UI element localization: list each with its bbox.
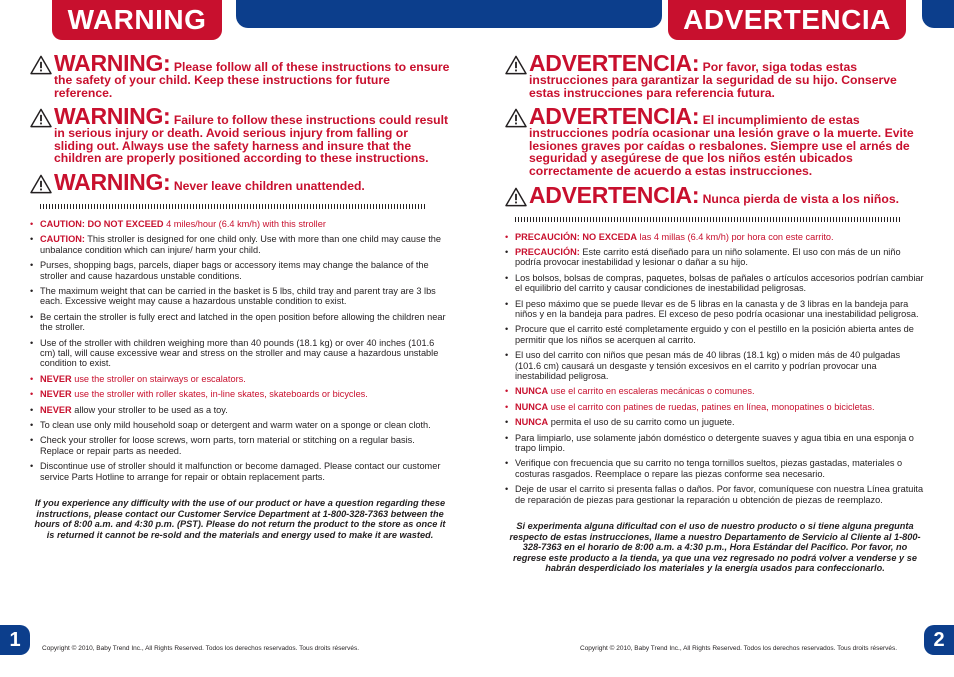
dotted-divider <box>40 204 426 209</box>
list-item: • El peso máximo que se puede llevar es de 5 libras en la canasta y de 3 libras en la bandeja para niños y en la bandeja para padres. El exceso de peso podría ocasionar una inestabilidad peligrosa. <box>505 299 925 320</box>
warning-heading: WARNING: <box>54 168 171 195</box>
list-item: • NEVER use the stroller on stairways or escalators. <box>30 374 450 384</box>
warning-text: Never leave children unattended. <box>173 178 365 193</box>
page-number: 1 <box>0 625 30 655</box>
list-item: • Discontinue use of stroller should it malfunction or become damaged. Please contact our customer service Parts Hotline to arrange for repair or obtain replacement parts. <box>30 461 450 482</box>
list-item: • Be certain the stroller is fully erect and latched in the open position before allowing the children near the stroller. <box>30 312 450 333</box>
header-advertencia-title: ADVERTENCIA <box>683 4 891 35</box>
list-item: • NUNCA use el carrito en escaleras mecánicas o comunes. <box>505 386 925 396</box>
warning-heading: WARNING: <box>54 50 171 76</box>
advertencia-text: Por favor, siga todas estas instrucciones para garantizar la seguridad de su hijo. Conserve estas instrucciones para referencia futura. <box>529 60 897 100</box>
list-item: • CAUTION: DO NOT EXCEED 4 miles/hour (6.4 km/h) with this stroller <box>30 219 450 229</box>
warning-block-1 <box>30 52 450 99</box>
list-item: • NUNCA permita el uso de su carrito como un juguete. <box>505 417 925 427</box>
list-item: • To clean use only mild household soap or detergent and warm water on a sponge or clean cloth. <box>30 420 450 430</box>
list-item: • PRECAUCIÓN: NO EXCEDA las 4 millas (6.4 km/h) por hora con este carrito. <box>505 232 925 242</box>
list-item: • Deje de usar el carrito si presenta fallas o daños. Por favor, comuníquese con nuestra Línea gratuita de reparación de piezas para gestionar la reparación u obtención de piezas de reemplazo. <box>505 484 925 505</box>
list-item: • Use of the stroller with children weighing more than 40 pounds (18.1 kg) or over 40 inches (101.6 cm) tall, will cause excessive wear and stress on the stroller and may cause a hazardous unstable condition to exist. <box>30 338 450 369</box>
advertencia-heading: ADVERTENCIA: <box>529 181 700 208</box>
warning-heading: WARNING: <box>54 103 171 130</box>
list-item: • Check your stroller for loose screws, worn parts, torn material or stitching on a regular basis. Replace or repair parts as needed. <box>30 435 450 456</box>
header-blue-bar-right <box>922 0 954 28</box>
copyright-notice: Copyright © 2010, Baby Trend Inc., All Rights Reserved. Todos los derechos reservados. Tous droits réservés. <box>42 645 360 652</box>
warning-triangle-icon <box>30 108 52 128</box>
warning-triangle-icon <box>505 108 527 128</box>
customer-service-note: If you experience any difficulty with the use of our product or have a question regarding these instructions, please contact our Customer Service Department at 1-800-328-7363 between the hours of 8:00 a.m. and 4:30 p.m. (PST). Please do not return the product to the store as once it is returned it cannot be re-sold and the materials and energy used to make it are wasted. <box>34 498 446 540</box>
list-item: • NEVER use the stroller with roller skates, in-line skates, skateboards or bicycles. <box>30 389 450 399</box>
list-item: • Procure que el carrito esté completamente erguido y con el pestillo en la posición abierta antes de permitir que los niños se acerquen al carrito. <box>505 324 925 345</box>
warning-triangle-icon <box>505 55 527 75</box>
copyright-notice: Copyright © 2010, Baby Trend Inc., All Rights Reserved. Todos los derechos reservados. Tous droits réservés. <box>580 645 898 652</box>
advertencia-block-3 <box>505 181 925 208</box>
header-blue-bar-center <box>236 0 662 28</box>
customer-service-note: Si experimenta alguna dificultad con el uso de nuestro producto o si tiene alguna pregunta respecto de estas instrucciones, llame a nuestro Departamento de Servicio al Cliente al 1-800-328-7363 en el horario de 8:00 a.m. a 4:30 p.m., Hora Estándar del Pacífico. Por favor, no regrese este producto a la tienda, ya que una vez regresado no podrá volver a venderse y se habrán desperdiciado los materiales y la energía usados para confeccionarlo. <box>509 521 921 574</box>
warning-triangle-icon <box>505 187 527 207</box>
list-item: • The maximum weight that can be carried in the basket is 5 lbs, child tray and parent tray are 3 lbs each. Excessive weight may cause a hazardous unstable condition to exist. <box>30 286 450 307</box>
list-item: • Para limpiarlo, use solamente jabón doméstico o detergente suaves y agua tibia en una esponja o trapo limpio. <box>505 433 925 454</box>
list-item: • Los bolsos, bolsas de compras, paquetes, bolsas de pañales o artículos accesorios podrían cambiar el equilibrio del carrito y causar condiciones de inestabilidad peligrosas. <box>505 273 925 294</box>
list-item: • NEVER allow your stroller to be used as a toy. <box>30 405 450 415</box>
warning-block-3 <box>30 168 450 195</box>
warning-block-2 <box>30 105 450 165</box>
spanish-column <box>505 52 925 574</box>
list-item: • El uso del carrito con niños que pesan más de 40 libras (18.1 kg) o miden más de 40 pulgadas (101.6 cm) causará un desgaste y tensión excesivos en el carrito y podrían provocar una inestabilidad peligrosa. <box>505 350 925 381</box>
list-item: • CAUTION: This stroller is designed for one child only. Use with more than one child may cause the unbalance condition which can injure/ harm your child. <box>30 234 450 255</box>
advertencia-text: El incumplimiento de estas instrucciones podría ocasionar una lesión grave o la muerte. Evite lesiones graves por caídas o resbalones. Siempre use el arnés de seguridad y asegúrese de que los niños estén ubicados correctamente de acuerdo a estas instrucciones. <box>529 113 914 178</box>
advertencia-heading: ADVERTENCIA: <box>529 50 700 76</box>
advertencia-block-2 <box>505 105 925 177</box>
warning-triangle-icon <box>30 55 52 75</box>
english-bullet-list <box>30 219 450 482</box>
advertencia-heading: ADVERTENCIA: <box>529 103 700 130</box>
warning-text: Failure to follow these instructions could result in serious injury or death. Avoid serious injury from falling or sliding out. Always use the safety harness and insure that the children are properly positioned according to these instructions. <box>54 113 449 166</box>
header-warning-title: WARNING <box>67 4 207 35</box>
list-item: • PRECAUCIÓN: Este carrito está diseñado para un niño solamente. El uso con más de un niño podría provocar inestabilidad y lesionar o dañar a su hijo. <box>505 247 925 268</box>
dotted-divider <box>515 217 901 222</box>
warning-triangle-icon <box>30 174 52 194</box>
spanish-bullet-list <box>505 232 925 506</box>
english-column <box>30 52 450 540</box>
advertencia-block-1 <box>505 52 925 99</box>
list-item: • NUNCA use el carrito con patines de ruedas, patines en línea, monopatines o bicicletas. <box>505 402 925 412</box>
warning-text: Please follow all of these instructions to ensure the safety of your child. Keep these instructions for future reference. <box>54 60 450 100</box>
header-warning-tab <box>52 0 222 40</box>
advertencia-text: Nunca pierda de vista a los niños. <box>702 191 899 206</box>
page-number: 2 <box>924 625 954 655</box>
list-item: • Verifique con frecuencia que su carrito no tenga tornillos sueltos, piezas gastadas, materiales o costuras rasgados. Reemplace o repare las piezas conforme sea necesario. <box>505 458 925 479</box>
header-advertencia-tab <box>668 0 906 40</box>
list-item: • Purses, shopping bags, parcels, diaper bags or accessory items may change the balance of the stroller and cause hazardous unstable conditions. <box>30 260 450 281</box>
